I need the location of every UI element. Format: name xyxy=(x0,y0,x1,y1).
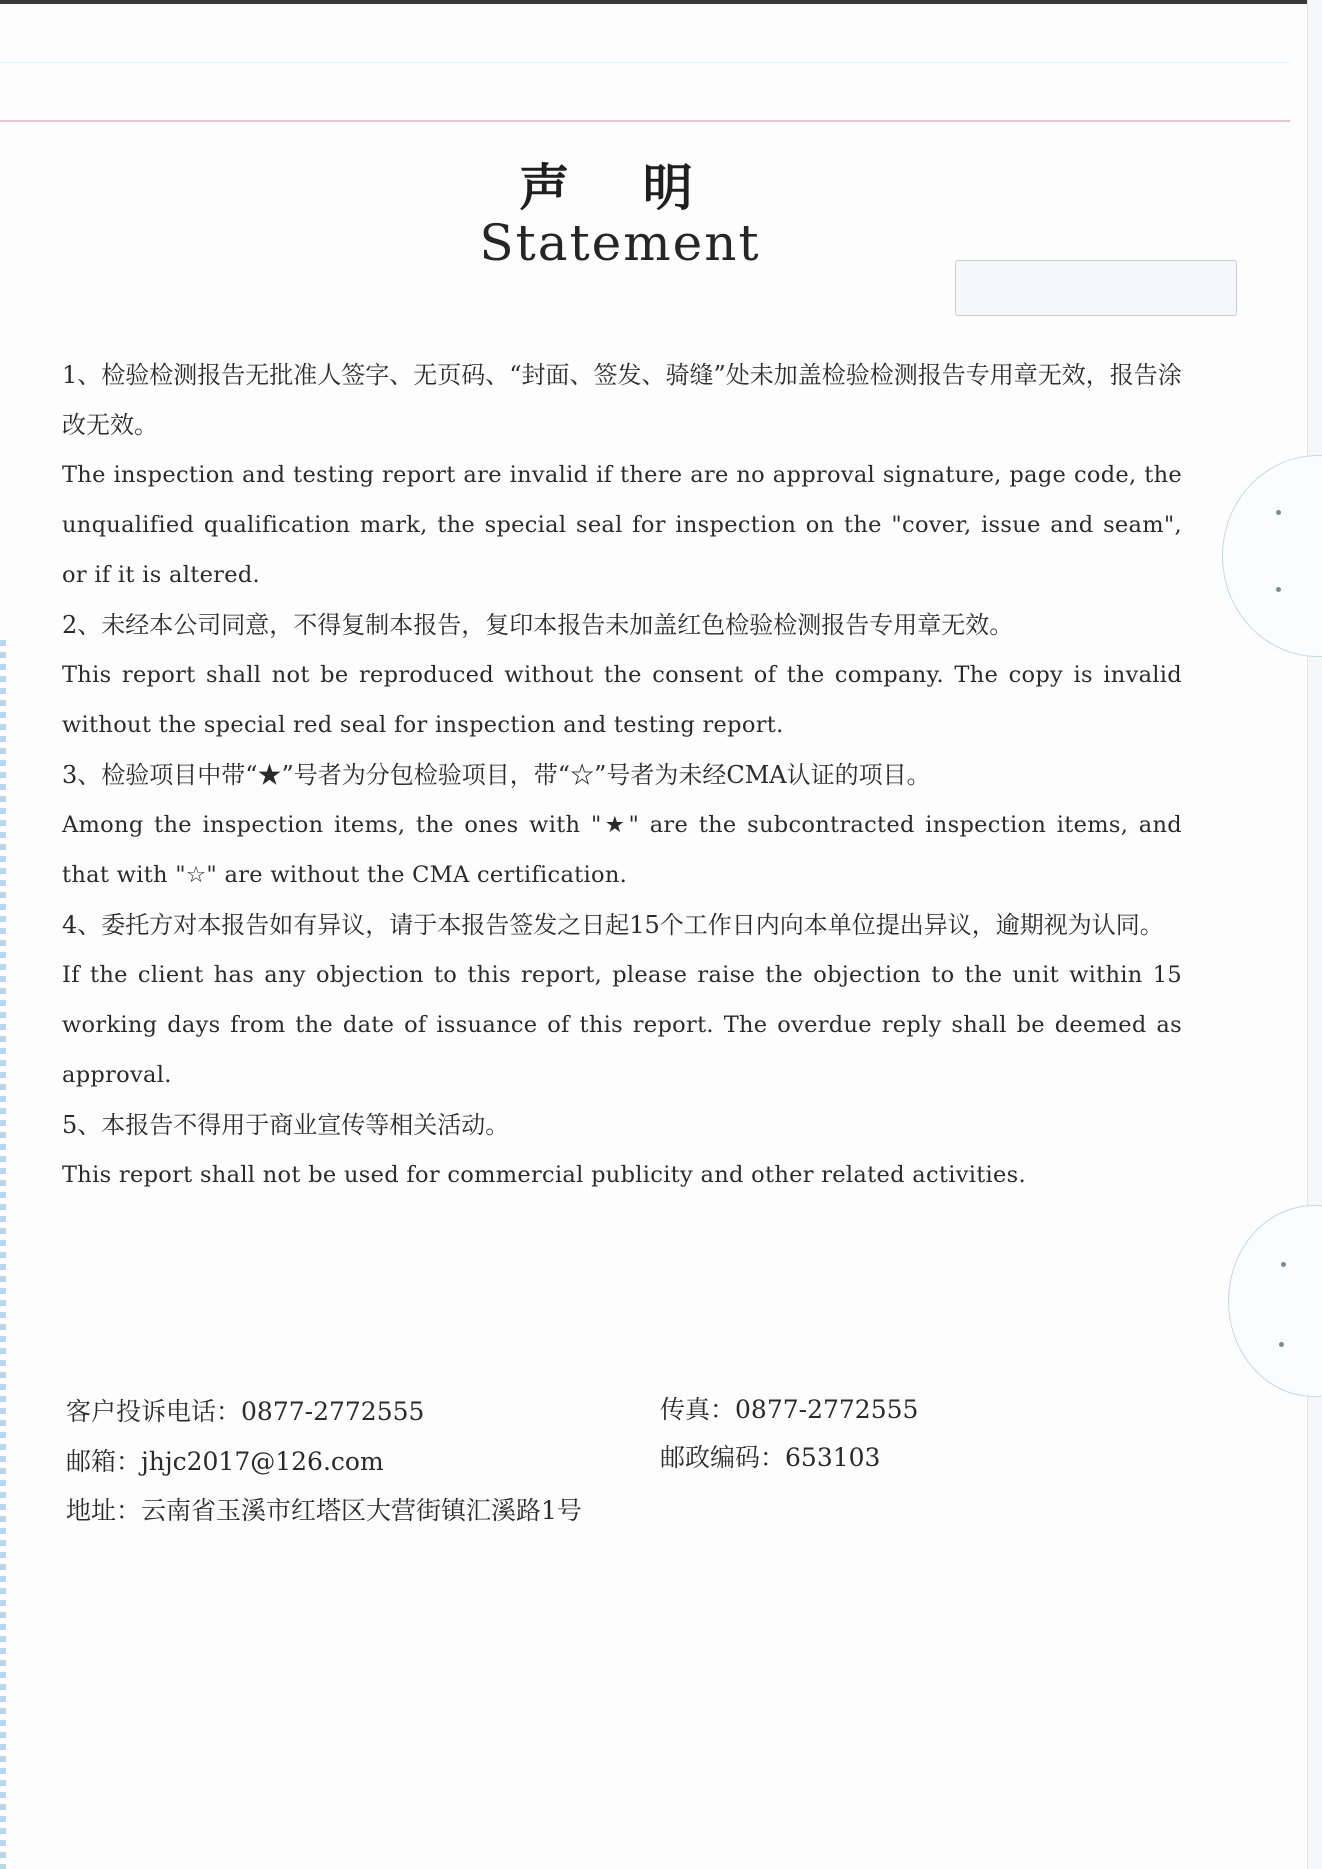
scan-top-edge xyxy=(0,0,1322,4)
item-chinese-text: 3、检验项目中带“★”号者为分包检验项目，带“☆”号者为未经CMA认证的项目。 xyxy=(62,761,931,789)
fax-label: 传真： xyxy=(660,1395,736,1424)
item-chinese-text: 1、检验检测报告无批准人签字、无页码、“封面、签发、骑缝”处未加盖检验检测报告专用章无效，报告涂改无效。 xyxy=(62,361,1182,439)
fax-value: 0877-2772555 xyxy=(735,1395,919,1424)
item-chinese-text: 4、委托方对本报告如有异议，请于本报告签发之日起15个工作日内向本单位提出异议，逾期视为认同。 xyxy=(62,911,1164,939)
address xyxy=(66,1495,582,1527)
fax xyxy=(660,1394,918,1426)
address-value: 云南省玉溪市红塔区大营街镇汇溪路1号 xyxy=(141,1496,582,1525)
statement-item-1 xyxy=(62,350,1182,600)
item-chinese-text: 5、本报告不得用于商业宣传等相关活动。 xyxy=(62,1111,510,1139)
header-faint-rule xyxy=(0,62,1290,63)
punch-hole-bottom xyxy=(1228,1205,1322,1397)
statement-item-5 xyxy=(62,1100,1182,1200)
header-pink-rule xyxy=(0,120,1290,122)
email-value: jhjc2017@126.com xyxy=(141,1447,384,1476)
punch-mark-dot xyxy=(1276,587,1281,592)
statement-item-3 xyxy=(62,750,1182,900)
page-right-edge xyxy=(1307,0,1322,1869)
title-english: Statement xyxy=(479,214,761,272)
punch-mark-dot xyxy=(1281,1262,1286,1267)
item-english-text: The inspection and testing report are invalid if there are no approval signature, page code, the unqualified qualification mark, the special seal for inspection on the "cover, issue and seam", or if it is altered. xyxy=(62,462,1182,588)
item-english-text: Among the inspection items, the ones with "★" are the subcontracted inspection items, and that with "☆" are without the CMA certification. xyxy=(62,812,1182,888)
punch-mark-dot xyxy=(1279,1342,1284,1347)
punch-mark-dot xyxy=(1276,510,1281,515)
address-label: 地址： xyxy=(66,1496,142,1525)
postcode xyxy=(660,1442,880,1474)
statement-item-4 xyxy=(62,900,1182,1100)
statement-item-2 xyxy=(62,600,1182,750)
postcode-label: 邮政编码： xyxy=(660,1443,786,1472)
item-english-text: This report shall not be reproduced without the consent of the company. The copy is invalid without the special red seal for inspection and testing report. xyxy=(62,662,1182,738)
complaint-phone-value: 0877-2772555 xyxy=(241,1397,425,1426)
complaint-phone-label: 客户投诉电话： xyxy=(66,1397,242,1426)
complaint-phone xyxy=(66,1396,424,1428)
postcode-value: 653103 xyxy=(785,1443,881,1472)
email xyxy=(66,1446,384,1478)
email-label: 邮箱： xyxy=(66,1447,142,1476)
item-english-text: If the client has any objection to this report, please raise the objection to the unit within 15 working days from the date of issuance of this report. The overdue reply shall be deemed as approval. xyxy=(62,962,1182,1088)
item-chinese-text: 2、未经本公司同意，不得复制本报告，复印本报告未加盖红色检验检测报告专用章无效。 xyxy=(62,611,1014,639)
title-chinese: 声 明 xyxy=(519,158,721,217)
binding-edge xyxy=(0,640,6,1869)
punch-hole-top xyxy=(1222,455,1322,657)
statement-body xyxy=(62,350,1182,1200)
item-english-text: This report shall not be used for commercial publicity and other related activities. xyxy=(62,1162,1026,1188)
